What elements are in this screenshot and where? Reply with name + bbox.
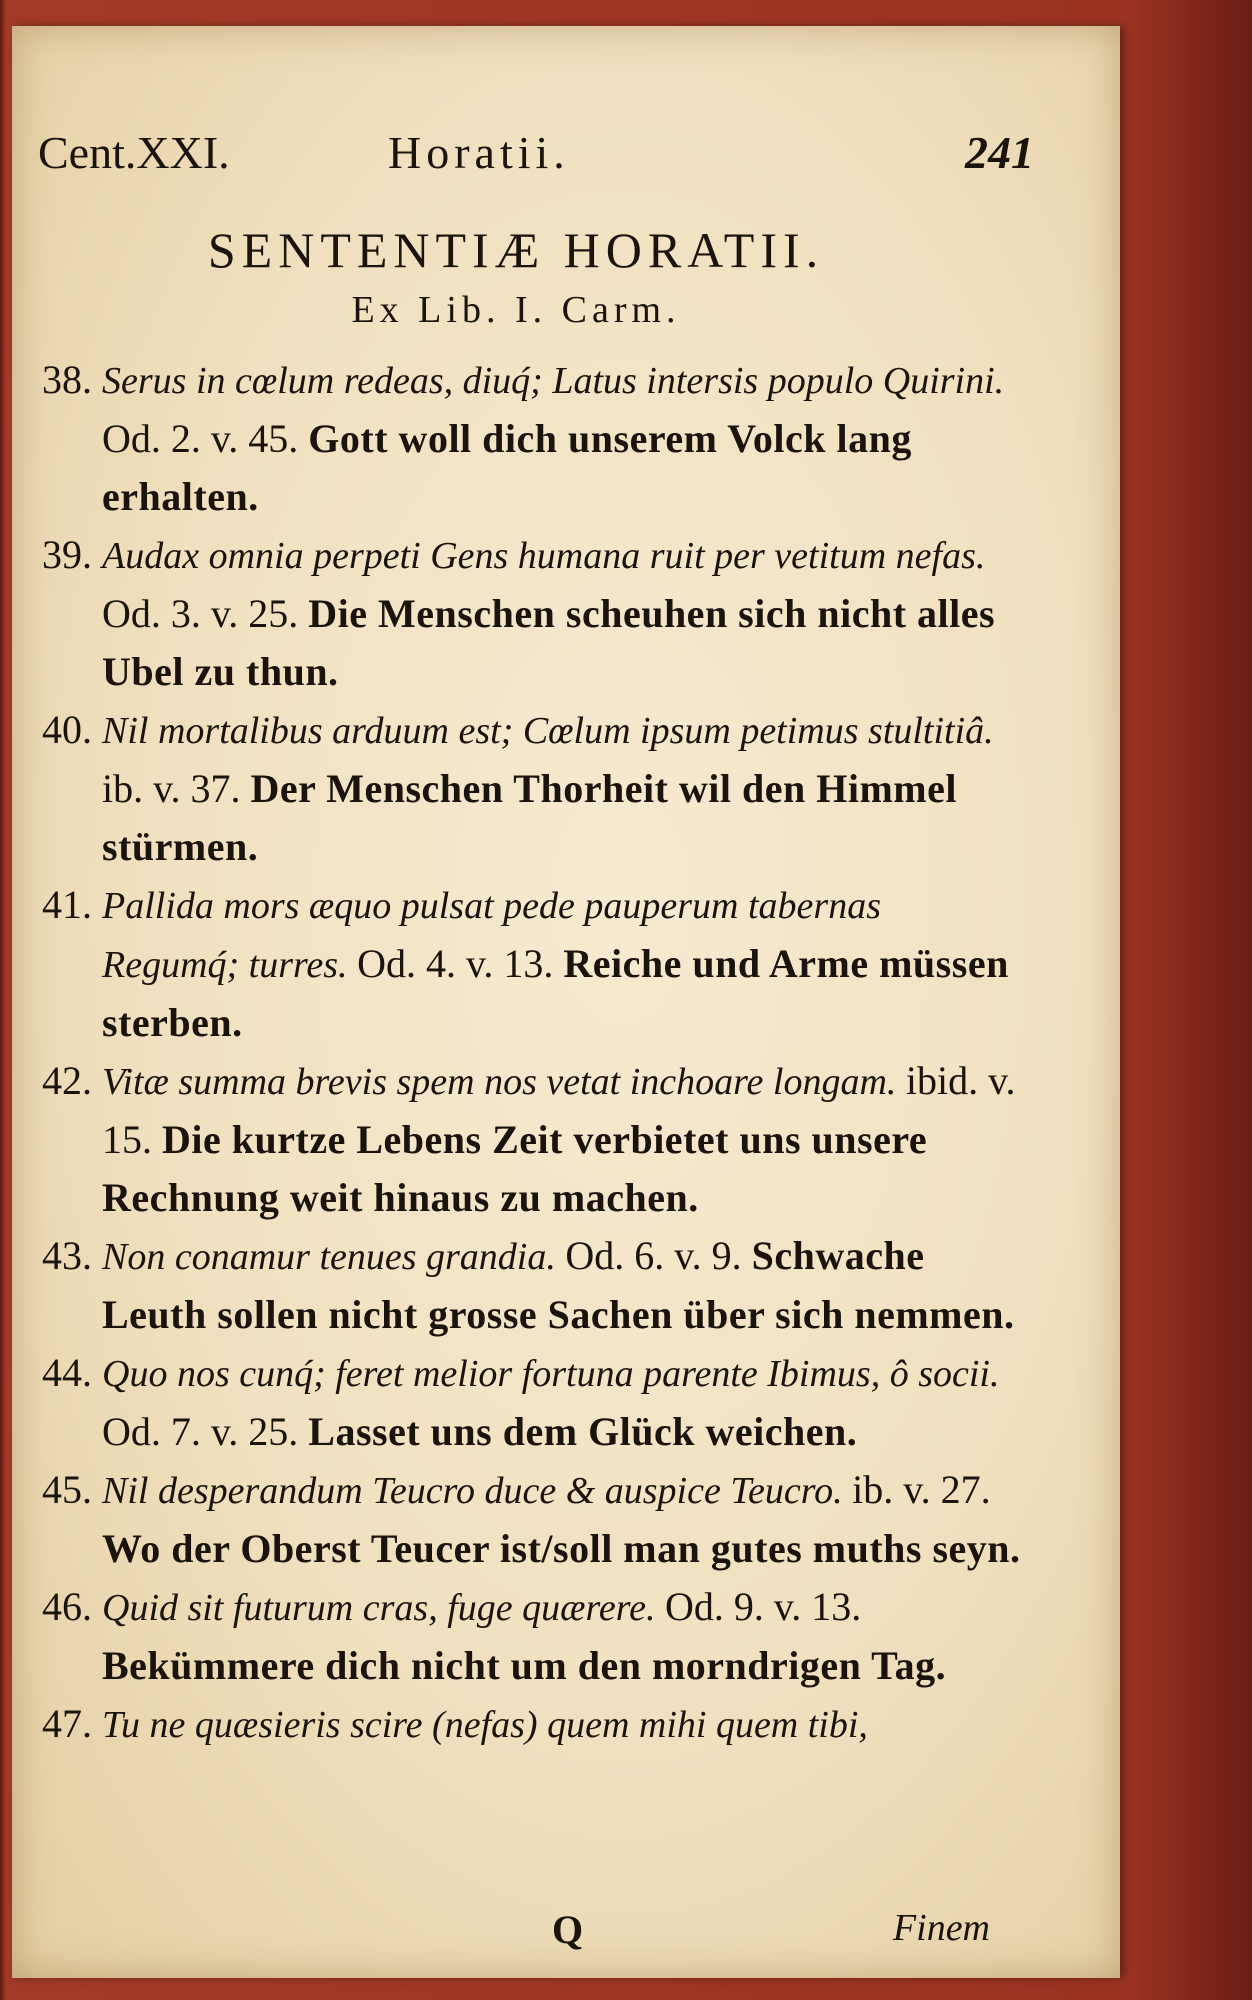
german-text: Die kurtze Lebens Zeit verbietet uns unsere Rechnung weit hinaus zu machen.	[102, 1117, 928, 1220]
list-item	[42, 1344, 1025, 1461]
entry-number: 42.	[42, 1058, 92, 1103]
ode-reference: ib. v. 27.	[852, 1467, 991, 1512]
latin-text: Quo nos cunq́; feret melior fortuna parente Ibimus, ô socii.	[102, 1353, 1000, 1395]
entry-number: 38.	[42, 357, 92, 402]
list-item	[42, 351, 1025, 526]
ode-reference: Od. 7. v. 25.	[102, 1409, 309, 1454]
entry-number: 45.	[42, 1467, 92, 1512]
latin-text: Tu ne quæsieris scire (nefas) quem mihi quem tibi,	[102, 1704, 868, 1746]
ode-reference: Od. 4. v. 13.	[357, 941, 564, 986]
book-page	[12, 26, 1120, 1978]
page-number: 241	[965, 127, 1034, 178]
german-text: Reiche und Arme müssen sterben.	[102, 941, 1009, 1045]
signature-mark: Q	[552, 1907, 584, 1952]
entry-number: 44.	[42, 1350, 92, 1395]
latin-text: Nil desperandum Teucro duce & auspice Teucro.	[102, 1470, 853, 1512]
list-item	[42, 1052, 1025, 1227]
latin-text: Pallida mors æquo pulsat pede pauperum tabernas Regumq́; turres.	[102, 885, 881, 986]
latin-text: Quid sit futurum cras, fuge quærere.	[102, 1587, 665, 1629]
page-title: SENTENTIÆ HORATII.	[207, 222, 825, 278]
latin-text: Audax omnia perpeti Gens humana ruit per vetitum nefas.	[102, 535, 986, 577]
latin-text: Nil mortalibus arduum est; Cœlum ipsum petimus stultitiâ.	[102, 710, 994, 752]
german-text: Schwache Leuth sollen nicht grosse Sachen über sich nemmen.	[102, 1233, 1015, 1337]
german-text: Gott woll dich unserem Volck lang erhalten.	[102, 416, 912, 519]
header-author: Horatii.	[388, 127, 570, 178]
latin-text: Vitæ summa brevis spem nos vetat inchoare longam.	[102, 1061, 906, 1103]
german-text: Die Menschen scheuhen sich nicht alles Ubel zu thun.	[102, 591, 996, 694]
latin-text: Serus in cœlum redeas, diuq́; Latus intersis populo Quirini.	[102, 360, 1005, 402]
header-century: Cent.XXI.	[38, 127, 230, 178]
page-subtitle: Ex Lib. I. Carm.	[351, 289, 681, 331]
entry-number: 46.	[42, 1584, 92, 1629]
ode-reference: ibid. v. 15.	[102, 1058, 1016, 1162]
german-text: Bekümmere dich nicht um den morndrigen Tag.	[102, 1643, 947, 1688]
list-item	[42, 701, 1025, 876]
ode-reference: Od. 6. v. 9.	[565, 1233, 752, 1278]
entry-number: 39.	[42, 532, 92, 577]
list-item	[42, 876, 1025, 1052]
list-item	[42, 526, 1025, 701]
running-header	[38, 126, 1034, 186]
sentence-list	[42, 351, 1025, 1754]
ode-reference: Od. 9. v. 13.	[664, 1584, 862, 1629]
entry-number: 40.	[42, 707, 92, 752]
entry-number: 47.	[42, 1701, 92, 1746]
list-item	[42, 1461, 1025, 1578]
list-item	[42, 1227, 1025, 1344]
german-text: Wo der Oberst Teucer ist/soll man gutes muths seyn.	[102, 1526, 1021, 1571]
german-text: Der Menschen Thorheit wil den Himmel stürmen.	[102, 766, 957, 869]
list-item	[42, 1578, 1025, 1695]
entry-number: 41.	[42, 882, 92, 927]
latin-text: Non conamur tenues grandia.	[102, 1236, 566, 1278]
ode-reference: Od. 3. v. 25.	[102, 591, 309, 636]
ode-reference: Od. 2. v. 45.	[102, 416, 309, 461]
ode-reference: ib. v. 37.	[102, 766, 251, 811]
catchword: Finem	[892, 1907, 990, 1949]
german-text: Lasset uns dem Glück weichen.	[308, 1409, 858, 1454]
list-item	[42, 1695, 1025, 1754]
entry-number: 43.	[42, 1233, 92, 1278]
